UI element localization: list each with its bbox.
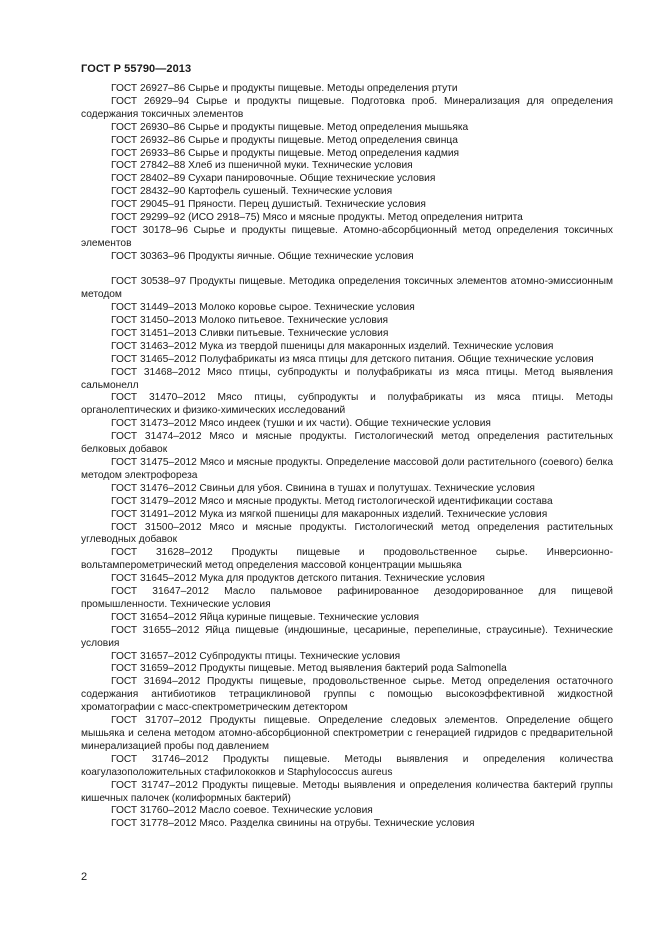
standard-entry: ГОСТ 26927–86 Сырье и продукты пищевые. Методы определения ртути: [111, 83, 458, 94]
standard-entry: ГОСТ 31707–2012 Продукты пищевые. Определение следовых элементов. Определение общего мышьяка и селена методом атомно-абсорбционной спектрометрии с генерацией гидридов с предварительной минерализацией пробы под давлением: [81, 715, 613, 752]
standard-entry: ГОСТ 31474–2012 Мясо и мясные продукты. Гистологический метод определения растительных белковых добавок: [81, 431, 613, 456]
page-number: 2: [81, 871, 88, 883]
standard-entry: ГОСТ 31449–2013 Молоко коровье сырое. Технические условия: [111, 302, 415, 314]
standard-entry: ГОСТ 31778–2012 Мясо. Разделка свинины на отрубы. Технические условия: [111, 818, 475, 830]
standard-entry: ГОСТ 31657–2012 Субпродукты птицы. Технические условия: [111, 650, 401, 662]
standard-entry: ГОСТ 30538–97 Продукты пищевые. Методика определения токсичных элементов атомно-эмиссионным методом: [81, 276, 613, 301]
standard-entry: ГОСТ 31470–2012 Мясо птицы, субпродукты и полуфабрикаты из мяса птицы. Методы органолептических и физико-химических исследований: [81, 392, 613, 417]
standard-entry: ГОСТ 29045–91 Пряности. Перец душистый. Технические условия: [111, 199, 426, 211]
standard-entry: ГОСТ 31760–2012 Масло соевое. Технические условия: [111, 805, 373, 817]
standard-entry: ГОСТ 29299–92 (ИСО 2918–75) Мясо и мясные продукты. Метод определения нитрита: [111, 212, 523, 224]
standard-entry: ГОСТ 31463–2012 Мука из твердой пшеницы для макаронных изделий. Технические условия: [111, 340, 554, 352]
standard-entry: ГОСТ 26929–94 Сырье и продукты пищевые. Подготовка проб. Минерализация для определения содержания токсичных элементов: [81, 95, 613, 120]
standard-entry: ГОСТ 31645–2012 Мука для продуктов детского питания. Технические условия: [111, 573, 485, 585]
standard-entry: ГОСТ 26932–86 Сырье и продукты пищевые. Метод определения свинца: [111, 134, 458, 146]
standard-entry: ГОСТ 28402–89 Сухари панировочные. Общие технические условия: [111, 173, 436, 185]
standard-entry: ГОСТ 31659–2012 Продукты пищевые. Метод выявления бактерий рода Salmonella: [111, 663, 507, 675]
standards-list: [81, 83, 613, 831]
standard-entry: ГОСТ 31475–2012 Мясо и мясные продукты. Определение массовой доли растительного (соевого) белка методом электрофореза: [81, 456, 613, 481]
standard-entry: ГОСТ 30178–96 Сырье и продукты пищевые. Атомно-абсорбционный метод определения токсичных элементов: [81, 224, 613, 249]
standard-entry: ГОСТ 31465–2012 Полуфабрикаты из мяса птицы для детского питания. Общие технические условия: [111, 353, 594, 365]
standard-entry: ГОСТ 31468–2012 Мясо птицы, субпродукты и полуфабрикаты из мяса птицы. Метод выявления сальмонелл: [81, 366, 613, 391]
standard-entry: ГОСТ 31747–2012 Продукты пищевые. Методы выявления и определения количества бактерий группы кишечных палочек (колиформных бактерий): [81, 779, 613, 804]
standard-entry: ГОСТ 31491–2012 Мука из мягкой пшеницы для макаронных изделий. Технические условия: [111, 508, 548, 520]
standard-entry: ГОСТ 31655–2012 Яйца пищевые (индюшиные, цесариные, перепелиные, страусиные). Технические условия: [81, 624, 613, 649]
standard-entry: ГОСТ 31500–2012 Мясо и мясные продукты. Гистологический метод определения растительных углеводных добавок: [81, 521, 613, 546]
standard-entry: ГОСТ 27842–88 Хлеб из пшеничной муки. Технические условия: [111, 160, 413, 172]
standard-entry: ГОСТ 31473–2012 Мясо индеек (тушки и их части). Общие технические условия: [111, 418, 491, 430]
standard-entry: ГОСТ 31746–2012 Продукты пищевые. Методы выявления и определения количества коагулазоположительных стафилококков и Staphylococcus aureus: [81, 753, 613, 778]
document-header: ГОСТ Р 55790—2013: [81, 63, 192, 75]
standard-entry: ГОСТ 31451–2013 Сливки питьевые. Технические условия: [111, 327, 389, 339]
standard-entry: ГОСТ 31647–2012 Масло пальмовое рафинированное дезодорированное для пищевой промышленности. Технические условия: [81, 586, 613, 610]
standard-entry: ГОСТ 31476–2012 Свиньи для убоя. Свинина в тушах и полутушах. Технические условия: [111, 482, 535, 494]
standard-entry: ГОСТ 26930–86 Сырье и продукты пищевые. Метод определения мышьяка: [111, 121, 469, 133]
standard-entry: ГОСТ 31628–2012 Продукты пищевые и продовольственное сырье. Инверсионно-вольтамперометрический метод определения массовой концентрации мышьяка: [81, 547, 613, 572]
standard-entry: ГОСТ 31479–2012 Мясо и мясные продукты. Метод гистологической идентификации состава: [111, 495, 553, 507]
standard-entry: ГОСТ 31654–2012 Яйца куриные пищевые. Технические условия: [111, 611, 419, 623]
standard-entry: ГОСТ 26933–86 Сырье и продукты пищевые. Метод определения кадмия: [111, 147, 460, 159]
standard-entry: ГОСТ 28432–90 Картофель сушеный. Технические условия: [111, 186, 393, 198]
standard-entry: ГОСТ 31450–2013 Молоко питьевое. Технические условия: [111, 315, 389, 326]
standard-entry: ГОСТ 31694–2012 Продукты пищевые, продовольственное сырье. Метод определения остаточного содержания антибиотиков тетрациклиновой группы с помощью высокоэффективной жидкостной хроматографии с масс-спектрометрическим детектором: [81, 676, 613, 714]
standard-entry: ГОСТ 30363–96 Продукты яичные. Общие технические условия: [111, 250, 414, 262]
